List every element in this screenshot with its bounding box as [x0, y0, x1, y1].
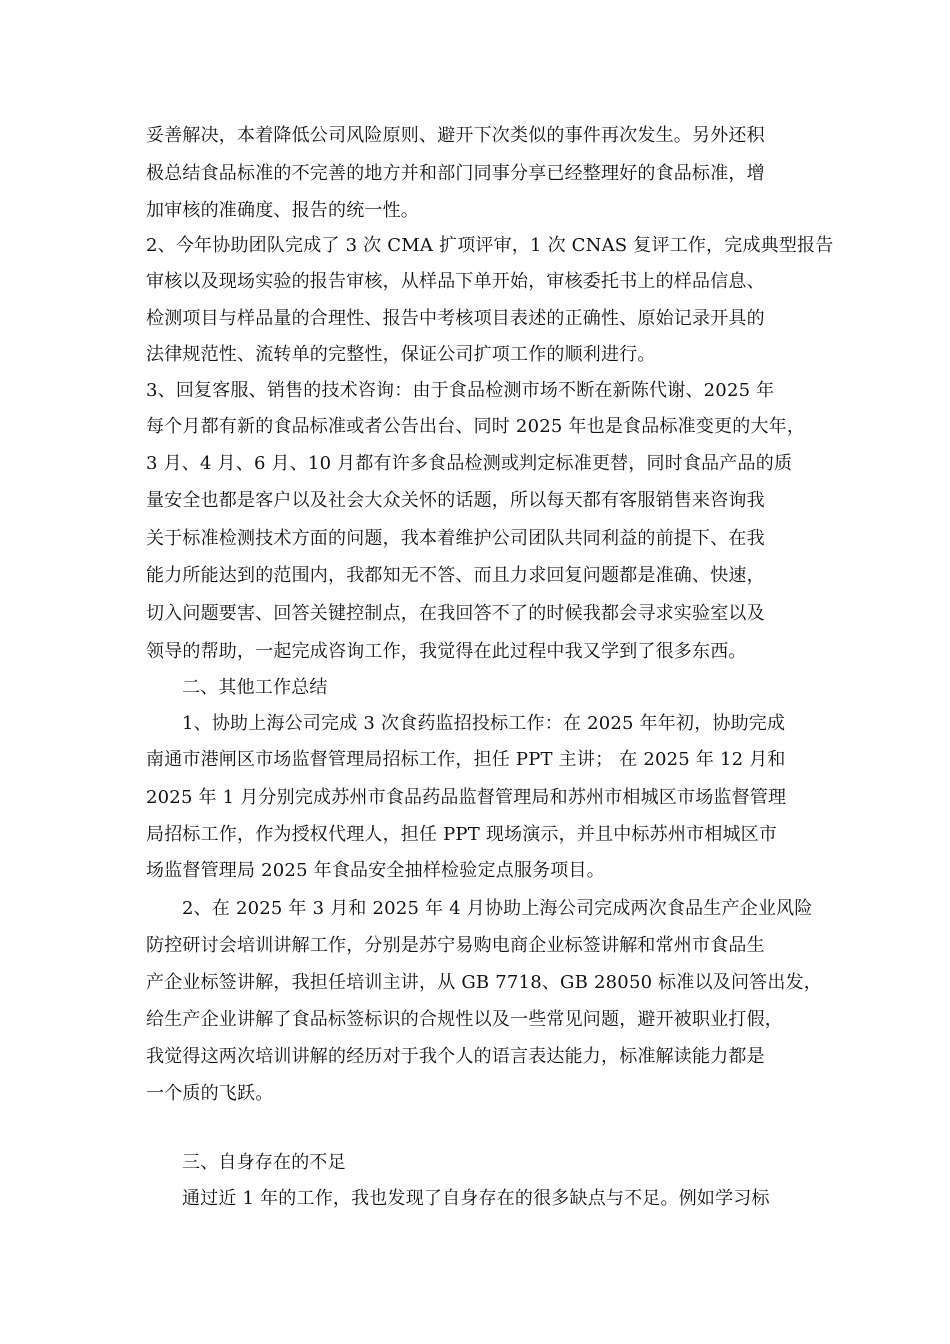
- text-line: 法律规范性、流转单的完整性，保证公司扩项工作的顺利进行。: [146, 344, 656, 365]
- text-line: 通过近 1 年的工作，我也发现了自身存在的很多缺点与不足。例如学习标: [182, 1188, 770, 1209]
- section-heading: 三、自身存在的不足: [182, 1152, 346, 1173]
- text-line: 产企业标签讲解，我担任培训主讲，从 GB 7718、GB 28050 标准以及问答出发，: [146, 972, 822, 993]
- text-line: 防控研讨会培训讲解工作，分别是苏宁易购电商企业标签讲解和常州市食品生: [146, 935, 765, 956]
- text-line: 领导的帮助，一起完成咨询工作，我觉得在此过程中我又学到了很多东西。: [146, 641, 747, 662]
- text-line: 我觉得这两次培训讲解的经历对于我个人的语言表达能力，标准解读能力都是: [146, 1046, 765, 1067]
- text-line: 南通市港闸区市场监督管理局招标工作，担任 PPT 主讲； 在 2025 年 12 月和: [146, 749, 786, 770]
- text-line: 一个质的飞跃。: [146, 1083, 274, 1104]
- text-line: 关于标准检测技术方面的问题，我本着维护公司团队共同利益的前提下、在我: [146, 528, 765, 549]
- text-line: 加审核的准确度、报告的统一性。: [146, 200, 419, 221]
- text-line: 量安全也都是客户以及社会大众关怀的话题，所以每天都有客服销售来咨询我: [146, 490, 765, 511]
- text-line: 3、回复客服、销售的技术咨询：由于食品检测市场不断在新陈代谢、2025 年: [146, 380, 775, 401]
- text-line: 3 月、4 月、6 月、10 月都有许多食品检测或判定标准更替，同时食品产品的质: [146, 453, 793, 474]
- text-line: 1、协助上海公司完成 3 次食药监招投标工作：在 2025 年年初，协助完成: [182, 713, 786, 734]
- text-line: 妥善解决，本着降低公司风险原则、避开下次类似的事件再次发生。另外还积: [146, 125, 765, 146]
- text-line: 极总结食品标准的不完善的地方并和部门同事分享已经整理好的食品标准，增: [146, 163, 765, 184]
- text-line: 场监督管理局 2025 年食品安全抽样检验定点服务项目。: [146, 860, 605, 881]
- text-line: 局招标工作，作为授权代理人，担任 PPT 现场演示，并且中标苏州市相城区市: [146, 824, 778, 845]
- text-line: 2025 年 1 月分别完成苏州市食品药品监督管理局和苏州市相城区市场监督管理: [146, 787, 787, 808]
- section-heading: 二、其他工作总结: [182, 677, 328, 698]
- text-line: 检测项目与样品量的合理性、报告中考核项目表述的正确性、原始记录开具的: [146, 308, 765, 329]
- text-line: 2、今年协助团队完成了 3 次 CMA 扩项评审，1 次 CNAS 复评工作，完成典型报告: [146, 235, 834, 256]
- text-line: 审核以及现场实验的报告审核，从样品下单开始，审核委托书上的样品信息、: [146, 271, 765, 292]
- text-line: 给生产企业讲解了食品标签标识的合规性以及一些常见问题，避开被职业打假，: [146, 1009, 783, 1030]
- text-line: 切入问题要害、回答关键控制点，在我回答不了的时候我都会寻求实验室以及: [146, 603, 765, 624]
- text-line: 能力所能达到的范围内，我都知无不答、而且力求回复问题都是准确、快速，: [146, 565, 765, 586]
- text-line: 每个月都有新的食品标准或者公告出台、同时 2025 年也是食品标准变更的大年，: [146, 416, 806, 437]
- text-line: 2、在 2025 年 3 月和 2025 年 4 月协助上海公司完成两次食品生产企业风险: [182, 898, 813, 919]
